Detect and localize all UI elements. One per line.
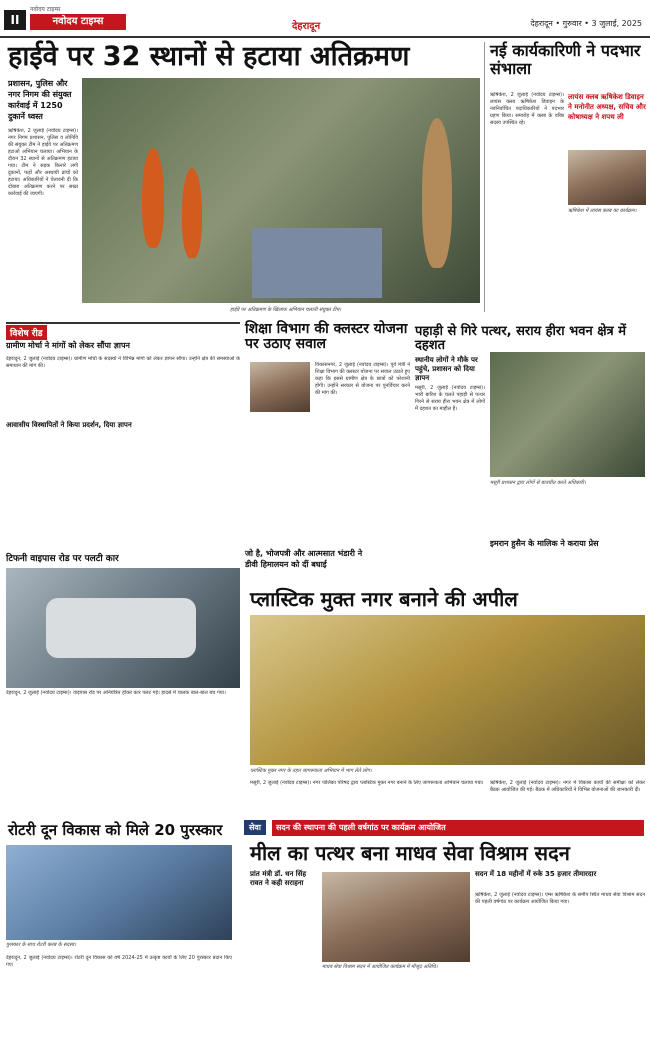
worker-figure-2	[182, 168, 202, 258]
plastic-caption: प्लास्टिक मुक्त नगर के तहत जागरूकता अभियान में भाग लेते लोग।	[250, 768, 372, 774]
vishesh-subhead: आवासीय विस्थापितों ने किया प्रदर्शन, दिया ज्ञापन	[6, 421, 132, 429]
pahadi-kicker: स्थानीय लोगों ने मौके पर पहुंचे, प्रशासन को दिया ज्ञापन	[415, 356, 478, 382]
seva-strip: सदन की स्थापना की पहली वर्षगांठ पर कार्यक्रम आयोजित	[272, 820, 644, 836]
rotary-caption: पुरस्कार के साथ रोटरी क्लब के सदस्य।	[6, 942, 77, 948]
karyakarini-headline: नई कार्यकारिणी ने पदभार संभाला	[490, 41, 641, 78]
shiksha-headline: शिक्षा विभाग की क्लस्टर योजना पर उठाए सवाल	[245, 321, 408, 353]
pahadi-headline: पहाड़ी से गिरे पत्थर, सराय हीरा भवन क्षेत्र में दहशत	[415, 324, 627, 354]
seva-photo	[322, 872, 470, 962]
lead-caption: हाईवे पर अतिक्रमण के खिलाफ अभियान चलाती संयुक्त टीम।	[230, 307, 342, 313]
dateline: देहरादून • गुरुवार • 3 जुलाई, 2025	[530, 19, 642, 28]
seva-caption: माधव सेवा विश्राम सदन में आयोजित कार्यक्रम में मौजूद अतिथि।	[322, 964, 438, 970]
karyakarini-photo	[568, 150, 646, 205]
car-shape	[46, 598, 196, 658]
vishesh-headline: ग्रामीण मोर्चा ने मांगों को लेकर सौंपा ज्ञापन	[6, 341, 130, 350]
plastic-headline: प्लास्टिक मुक्त नगर बनाने की अपील	[250, 587, 518, 611]
lead-photo	[82, 78, 480, 303]
page-number: II	[4, 10, 26, 30]
seva-body: ऋषिकेश, 2 जुलाई (नवोदय टाइम्स)। एम्स ऋषिकेश के समीप स्थित माधव सेवा विश्राम सदन की पहली वर्षगांठ पर कार्यक्रम आयोजित किया गया।	[475, 892, 645, 905]
rotary-photo	[6, 845, 232, 940]
pahadi-body: मसूरी, 2 जुलाई (नवोदय टाइम्स)। भारी बारिश के चलते पहाड़ी से पत्थर गिरने से सराय हीरा भवन क्षेत्र में लोगों में दहशत का माहौल है।	[415, 385, 485, 412]
rotary-headline: रोटरी दून विकास को मिले 20 पुरस्कार	[8, 821, 223, 839]
pahadi-photo	[490, 352, 645, 477]
plastic-side-headline: जो है, भोजपत्री और आत्मसात भंडारी ने डीवी हिमालयन को दीं बधाई	[245, 549, 363, 569]
seva-tag: सेवा	[244, 820, 266, 835]
seva-kicker: सदन में 18 महीनों में रुके 35 हजार तीमारदार	[475, 870, 597, 878]
officer-figure	[422, 118, 452, 268]
vishesh-body: देहरादून, 2 जुलाई (नवोदय टाइम्स)। ग्रामीण मोर्चा के सदस्यों ने विभिन्न मांगों को लेकर ज्ञापन सौंपा। उन्होंने क्षेत्र की समस्याओं के समाधान की मांग की।	[6, 356, 240, 369]
brand-small: नवोदय टाइम्स	[30, 6, 61, 13]
plastic-body: मसूरी, 2 जुलाई (नवोदय टाइम्स)। नगर पालिका परिषद द्वारा प्लास्टिक मुक्त नगर बनाने के लिए जागरूकता अभियान चलाया गया।	[250, 780, 484, 786]
tiffin-body: देहरादून, 2 जुलाई (नवोदय टाइम्स)। वाइपास रोड पर अनियंत्रित होकर कार पलट गई। हादसे में चालक बाल-बाल बच गया।	[6, 690, 226, 696]
lead-kicker: प्रशासन, पुलिस और नगर निगम की संयुक्त कार्रवाई में 1250 दुकानें ध्वस्त	[8, 79, 72, 121]
seva-headline: मील का पत्थर बना माधव सेवा विश्राम सदन	[250, 841, 570, 865]
lead-body: ऋषिकेश, 2 जुलाई (नवोदय टाइम्स)। नगर निगम प्रशासन, पुलिस व लोनिवि की संयुक्त टीम ने हाईवे पर अतिक्रमण हटाओ अभियान चलाया। अभियान के दौरान 32 स्थानों से अतिक्रमण हटाया गया। टीम ने सड़क किनारे लगी दुकानों, फड़ों और अस्थायी ढांचों को हटाया। अधिकारियों ने चेतावनी दी कि दोबारा अतिक्रमण करने पर सख्त कार्रवाई की जाएगी।	[8, 128, 78, 197]
tiffin-headline: टिफनी वाइपास रोड पर पलटी कार	[6, 554, 119, 564]
right-body: ऋषिकेश, 2 जुलाई (नवोदय टाइम्स)। नगर में विकास कार्यों की समीक्षा को लेकर बैठक आयोजित की गई। बैठक में अधिकारियों ने विभिन्न योजनाओं की जानकारी दी।	[490, 780, 645, 793]
karyakarini-caption: ऋषिकेश में लायंस क्लब का कार्यक्रम।	[568, 208, 637, 214]
plastic-photo	[250, 615, 645, 765]
debris-structure	[252, 228, 382, 298]
shiksha-photo	[250, 362, 310, 412]
column-rule	[484, 42, 485, 312]
section-title: देहरादून	[292, 21, 321, 32]
lead-headline: हाईवे पर 32 स्थानों से हटाया अतिक्रमण	[8, 41, 410, 72]
brand-logo: नवोदय टाइम्स	[30, 14, 126, 30]
karyakarini-body: ऋषिकेश, 2 जुलाई (नवोदय टाइम्स)। लायंस क्लब ऋषिकेश डिवाइन के नवनिर्वाचित पदाधिकारियों ने पदभार ग्रहण किया। समारोह में क्लब के वरिष्ठ सदस्य उपस्थित रहे।	[490, 92, 564, 126]
worker-figure	[142, 148, 164, 248]
rotary-body: देहरादून, 2 जुलाई (नवोदय टाइम्स)। रोटरी दून विकास को वर्ष 2024-25 में उत्कृष्ट कार्यों के लिए 20 पुरस्कार प्रदान किए गए।	[6, 955, 232, 968]
pahadi-caption: मसूरी प्रशासन द्वारा लोगों से बातचीत करते अधिकारी।	[490, 480, 586, 486]
rule	[6, 322, 240, 324]
seva-sub: प्रांत मंत्री डॉ. धन सिंह रावत ने कही सराहना	[250, 870, 307, 887]
vishesh-tag: विशेष रीड	[6, 325, 47, 340]
karyakarini-kicker: लायंस क्लब ऋषिकेश डिवाइन ने मनोनीत अध्यक्ष, सचिव और कोषाध्यक्ष ने शपथ ली	[568, 93, 646, 121]
right-headline: इमरान हुसैन के मालिक ने कराया प्रेस	[490, 539, 599, 548]
shiksha-body: विकासनगर, 2 जुलाई (नवोदय टाइम्स)। पूर्व मंत्री ने शिक्षा विभाग की क्लस्टर योजना पर सवाल उठाते हुए कहा कि इससे ग्रामीण क्षेत्र के छात्रों को परेशानी होगी। उन्होंने सरकार से योजना पर पुनर्विचार करने की मांग की।	[315, 362, 410, 396]
tiffin-photo	[6, 568, 240, 688]
